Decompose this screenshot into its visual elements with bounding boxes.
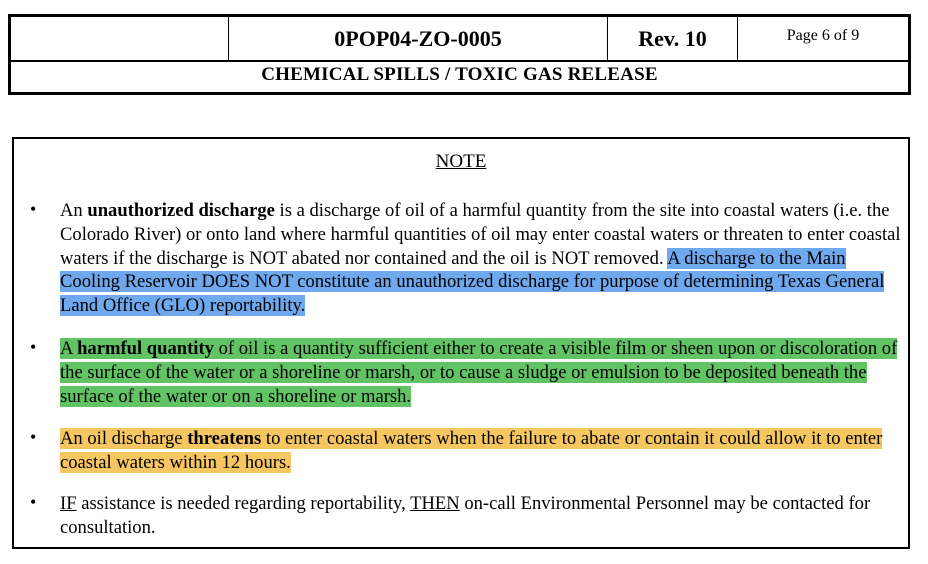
- header-blank-cell: [11, 17, 229, 60]
- note-item-text: [60, 427, 905, 475]
- document-header: [8, 14, 911, 95]
- highlight-green: A harmful quantity of oil is a quantity sufficient either to create a visible film or sheen upon or discoloration of the surface of the water or a shoreline or marsh, or to cause a sludge or emulsion to be deposited beneath the surface of the water or on a shoreline or marsh.: [60, 338, 898, 407]
- keyword-then: THEN: [410, 493, 460, 514]
- note-item-text: [60, 337, 905, 408]
- document-number: 0POP04-ZO-0005: [229, 17, 608, 60]
- term-threatens: threatens: [187, 428, 262, 449]
- bullet-icon: •: [30, 337, 37, 357]
- bullet-icon: •: [30, 492, 37, 512]
- note-item-text: An unauthorized discharge is a discharge of oil of a harmful quantity from the site into coastal waters (i.e. the Colorado River) or onto land where harmful quantities of oil may enter coastal waters or threaten to enter coastal waters if the discharge is NOT abated nor contained and the oil is NOT removed. A discharge to the Main Cooling Reservoir DOES NOT constitute an unauthorized discharge for purpose of determining Texas General Land Office (GLO) reportability.: [60, 200, 901, 317]
- note-item-text: IF assistance is needed regarding reportability, THEN on-call Environmental Personnel may be contacted for consultation.: [60, 493, 871, 538]
- term-unauthorized-discharge: unauthorized discharge: [87, 200, 275, 221]
- page-number: Page 6 of 9: [786, 27, 860, 44]
- bullet-icon: •: [30, 427, 37, 447]
- highlight-blue: A discharge to the Main Cooling Reservoir DOES NOT constitute an unauthorized discharge for purpose of determining Texas General Land Office (GLO) reportability.: [60, 247, 885, 317]
- procedure-title: CHEMICAL SPILLS / TOXIC GAS RELEASE: [261, 63, 658, 85]
- keyword-if: IF: [60, 493, 77, 514]
- highlight-yellow: An oil discharge threatens to enter coastal waters when the failure to abate or contain it could allow it to enter coastal waters within 12 hours.: [60, 428, 883, 473]
- note-box: [12, 137, 910, 549]
- note-title: NOTE: [435, 151, 487, 172]
- revision-number: Rev. 10: [608, 17, 738, 60]
- bullet-icon: •: [30, 199, 37, 219]
- term-harmful-quantity: harmful quantity: [77, 338, 214, 359]
- header-row-top: [11, 17, 908, 62]
